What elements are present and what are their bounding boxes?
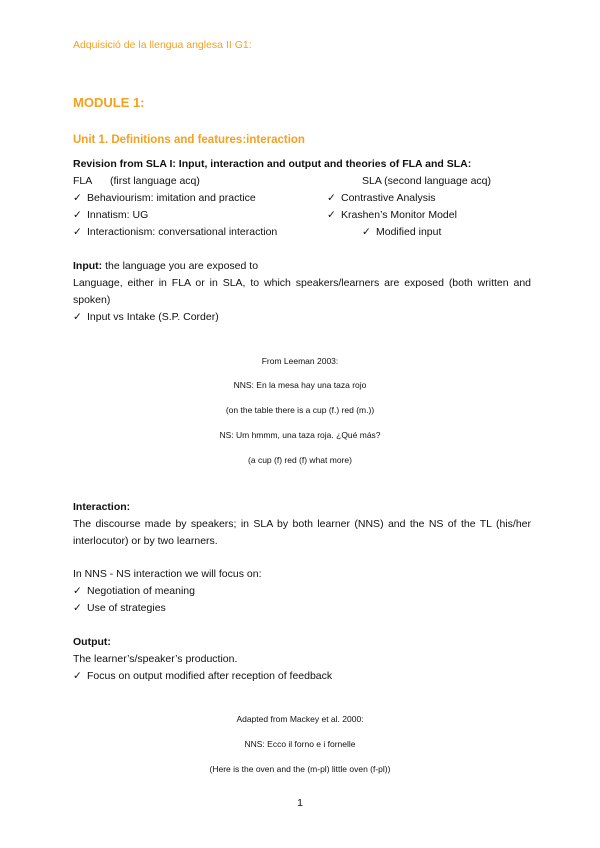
fla-description: (first language acq) (110, 175, 200, 187)
example-line: (Here is the oven and the (m-pl) little oven (f-pl)) (209, 764, 391, 774)
input-item: ✓ Input vs Intake (S.P. Corder) (73, 309, 219, 326)
fla-label: FLA (73, 175, 93, 187)
check-icon: ✓ (73, 670, 82, 682)
check-icon: ✓ (73, 226, 82, 238)
output-term: Output: (73, 636, 111, 648)
example-source: From Leeman 2003: (261, 356, 339, 366)
example-line: (a cup (f) red (f) what more) (248, 455, 352, 465)
example-line: NNS: En la mesa hay una taza rojo (233, 380, 367, 390)
output-definition: The learner’s/speaker’s production. (73, 653, 238, 665)
sla-label: SLA (second language acq) (362, 175, 492, 187)
check-icon: ✓ (362, 226, 371, 238)
output-item: ✓ Focus on output modified after reception of feedback (73, 668, 332, 685)
example-line: NNS: Ecco il forno e i fornelle (244, 739, 356, 749)
revision-heading: Revision from SLA I: Input, interaction and output and theories of FLA and SLA: (73, 158, 472, 170)
interaction-focus: In NNS - NS interaction we will focus on: (73, 568, 262, 580)
fla-item: ✓ Interactionism: conversational interaction (73, 224, 277, 241)
check-icon: ✓ (327, 192, 336, 204)
check-icon: ✓ (73, 311, 82, 323)
sla-item: ✓ Modified input (362, 224, 441, 241)
module-title: MODULE 1: (73, 95, 145, 110)
interaction-paragraph: The discourse made by speakers; in SLA by both learner (NNS) and the NS of the TL (his/her interlocutor) or by two learners. (73, 518, 531, 547)
input-definition: Input: the language you are exposed to (73, 260, 259, 272)
fla-item: ✓ Behaviourism: imitation and practice (73, 190, 256, 207)
check-icon: ✓ (73, 585, 82, 597)
sla-item: ✓ Krashen’s Monitor Model (327, 207, 457, 224)
interaction-item: ✓ Negotiation of meaning (73, 583, 195, 600)
check-icon: ✓ (327, 209, 336, 221)
sla-item: ✓ Contrastive Analysis (327, 190, 436, 207)
check-icon: ✓ (73, 209, 82, 221)
example-line: (on the table there is a cup (f.) red (m.)) (225, 405, 375, 415)
check-icon: ✓ (73, 602, 82, 614)
fla-item: ✓ Innatism: UG (73, 207, 148, 224)
page-number: 1 (297, 797, 303, 809)
interaction-item: ✓ Use of strategies (73, 600, 166, 617)
input-paragraph: Language, either in FLA or in SLA, to which speakers/learners are exposed (both written and spoken) (73, 277, 531, 306)
interaction-term: Interaction: (73, 501, 131, 513)
example-line: NS: Um hmmm, una taza roja. ¿Qué más? (219, 430, 381, 440)
unit-title: Unit 1. Definitions and features:interaction (73, 134, 305, 146)
example-source: Adapted from Mackey et al. 2000: (236, 714, 364, 724)
check-icon: ✓ (73, 192, 82, 204)
course-header: Adquisició de la llengua anglesa II G1: (73, 39, 252, 51)
